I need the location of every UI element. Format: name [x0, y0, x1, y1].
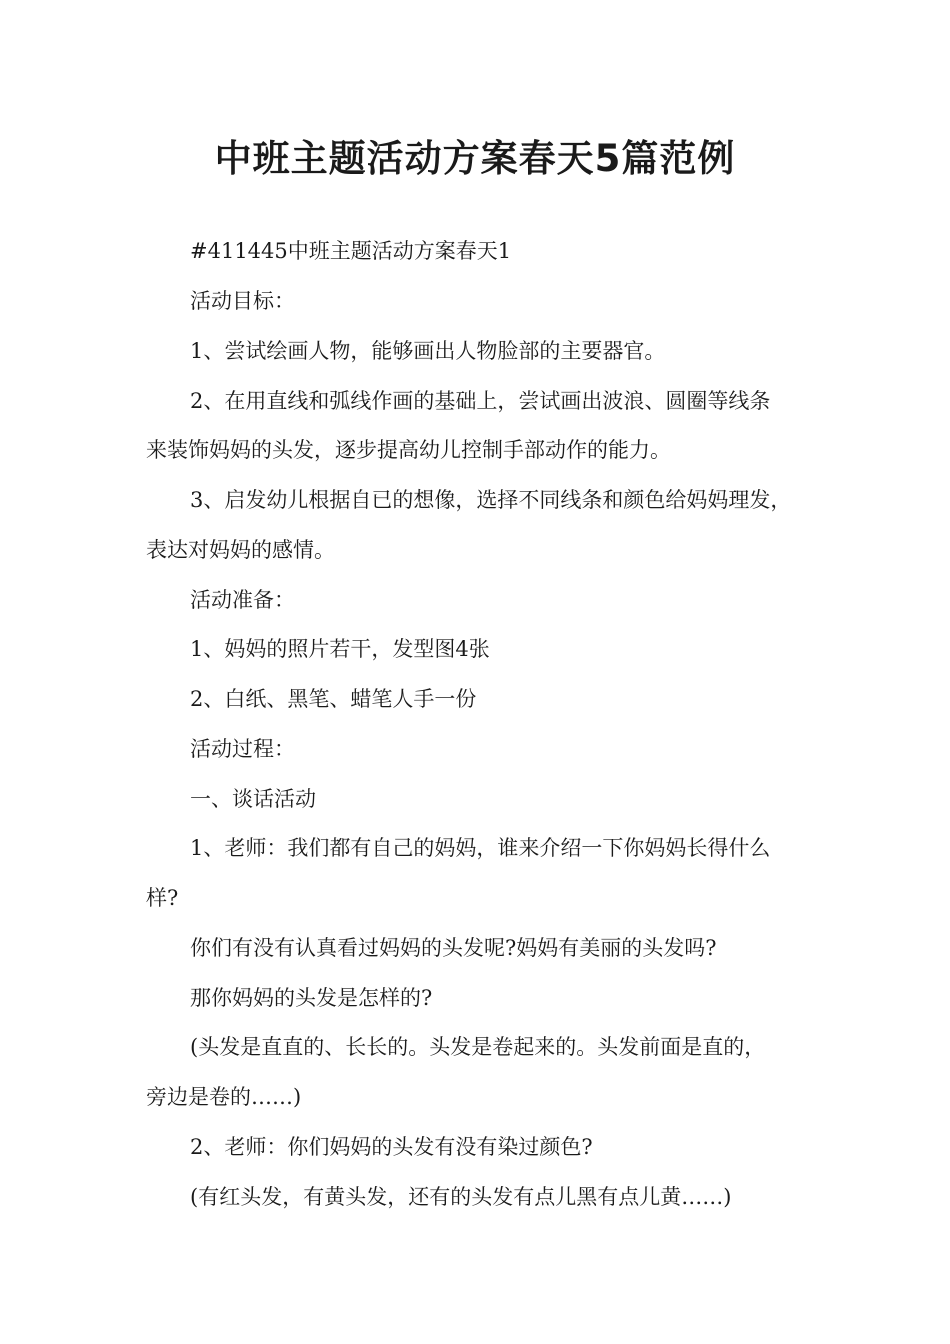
document-title: 中班主题活动方案春天5篇范例	[214, 137, 736, 180]
paragraph-line: 你们有没有认真看过妈妈的头发呢?妈妈有美丽的头发吗?	[190, 936, 717, 960]
paragraph-line: 一、谈话活动	[190, 787, 316, 811]
paragraph-line: 2、在用直线和弧线作画的基础上，尝试画出波浪、圆圈等线条	[190, 389, 771, 413]
paragraph-line: 1、老师：我们都有自己的妈妈，谁来介绍一下你妈妈长得什么	[190, 836, 771, 860]
paragraph-line: 来装饰妈妈的头发，逐步提高幼儿控制手部动作的能力。	[146, 438, 671, 462]
paragraph-line: 样?	[146, 886, 179, 910]
section-heading-1: #411445中班主题活动方案春天1	[190, 239, 512, 263]
paragraph-line: 活动目标：	[190, 289, 295, 313]
paragraph-line: 2、白纸、黑笔、蜡笔人手一份	[190, 687, 477, 711]
paragraph-line: 活动过程：	[190, 737, 295, 761]
paragraph-line: 1、尝试绘画人物，能够画出人物脸部的主要器官。	[190, 339, 666, 363]
paragraph-line: (头发是直直的、长长的。头发是卷起来的。头发前面是直的，	[190, 1035, 766, 1059]
paragraph-line: 表达对妈妈的感情。	[146, 538, 335, 562]
paragraph-line: 2、老师：你们妈妈的头发有没有染过颜色?	[190, 1135, 593, 1159]
paragraph-line: 旁边是卷的……)	[146, 1085, 302, 1109]
paragraph-line: 3、启发幼儿根据自已的想像，选择不同线条和颜色给妈妈理发，	[190, 488, 792, 512]
paragraph-line: 那你妈妈的头发是怎样的?	[190, 986, 433, 1010]
paragraph-line: (有红头发，有黄头发，还有的头发有点儿黑有点儿黄……)	[190, 1185, 732, 1209]
paragraph-line: 1、妈妈的照片若干，发型图4张	[190, 637, 490, 661]
paragraph-line: 活动准备：	[190, 588, 295, 612]
